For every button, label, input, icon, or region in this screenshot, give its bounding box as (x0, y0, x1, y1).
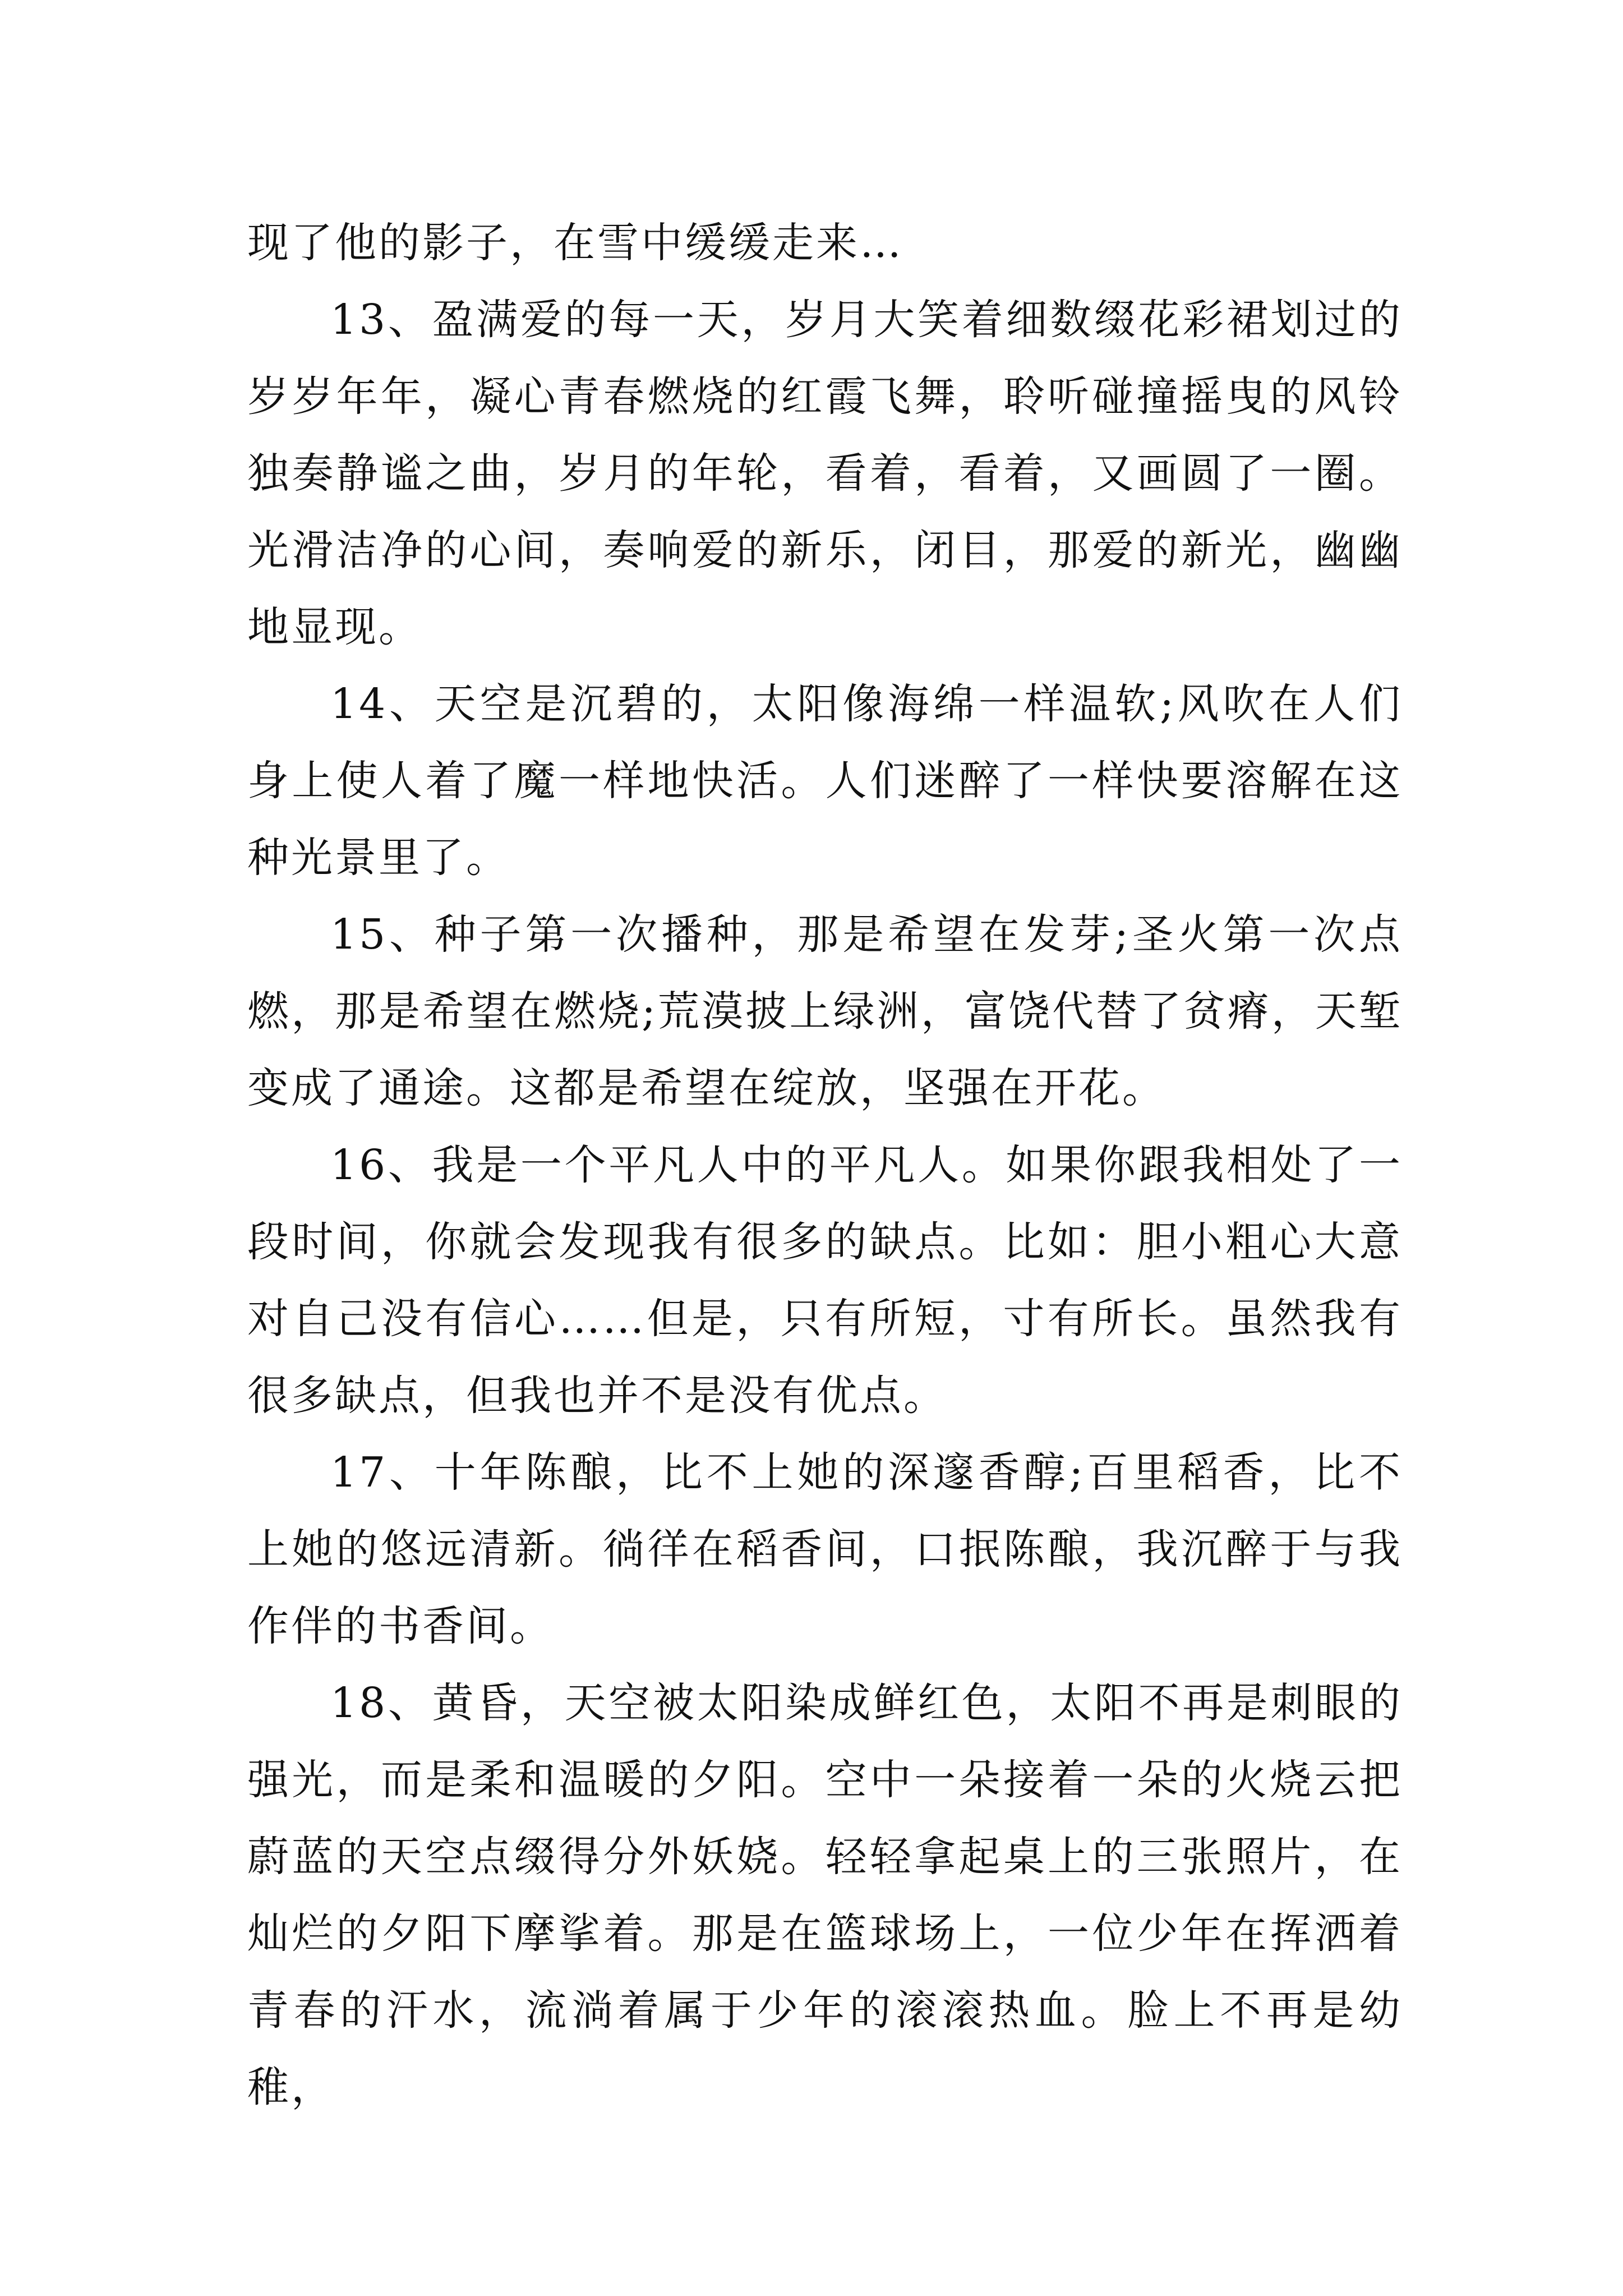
document-body (247, 205, 1403, 2126)
paragraph-14: 14、天空是沉碧的，太阳像海绵一样温软;风吹在人们身上使人着了魔一样地快活。人们迷醉了一样快要溶解在这种光景里了。 (247, 680, 1403, 882)
paragraph-18: 18、黄昏，天空被太阳染成鲜红色，太阳不再是刺眼的强光，而是柔和温暖的夕阳。空中一朵接着一朵的火烧云把蔚蓝的天空点缀得分外妖娆。轻轻拿起桌上的三张照片，在灿烂的夕阳下摩挲着。那是在篮球场上，一位少年在挥洒着青春的汗水，流淌着属于少年的滚滚热血。脸上不再是幼稚， (247, 1679, 1403, 2111)
paragraph-16: 16、我是一个平凡人中的平凡人。如果你跟我相处了一段时间，你就会发现我有很多的缺点。比如：胆小粗心大意对自己没有信心……但是，只有所短，寸有所长。虽然我有很多缺点，但我也并不是没有优点。 (247, 1141, 1403, 1420)
paragraph-continuation: 现了他的影子，在雪中缓缓走来… (247, 219, 903, 267)
paragraph-17: 17、十年陈酿，比不上她的深邃香醇;百里稻香，比不上她的悠远清新。徜徉在稻香间，口抿陈酿，我沉醉于与我作伴的书香间。 (247, 1448, 1403, 1650)
paragraph-15: 15、种子第一次播种，那是希望在发芽;圣火第一次点燃，那是希望在燃烧;荒漠披上绿洲，富饶代替了贫瘠，天堑变成了通途。这都是希望在绽放，坚强在开花。 (247, 910, 1403, 1112)
paragraph-13: 13、盈满爱的每一天，岁月大笑着细数缀花彩裙划过的岁岁年年，凝心青春燃烧的红霞飞舞，聆听碰撞摇曳的风铃独奏静谧之曲，岁月的年轮，看着，看着，又画圆了一圈。光滑洁净的心间，奏响爱的新乐，闭目，那爱的新光，幽幽地显现。 (247, 296, 1403, 651)
